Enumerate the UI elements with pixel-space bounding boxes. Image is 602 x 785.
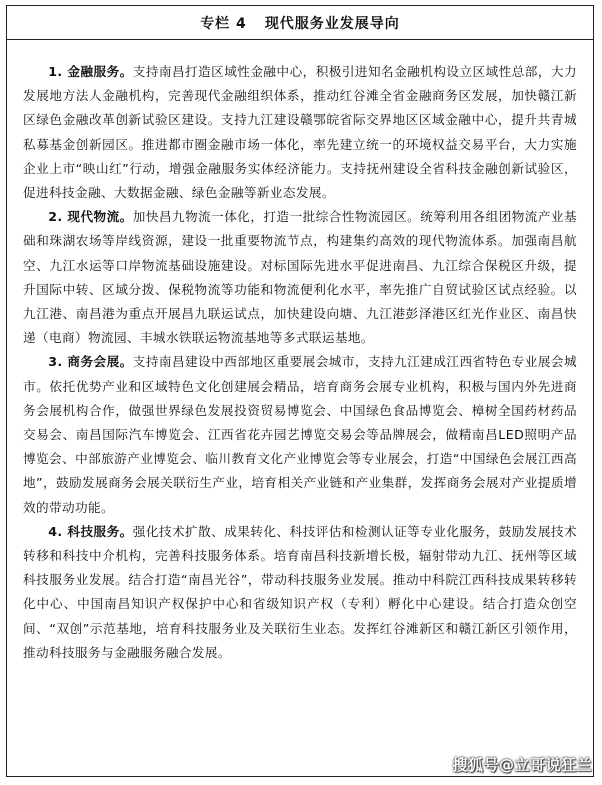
section-heading: 4. 科技服务。 (48, 523, 133, 539)
box-label: 专栏 4 (200, 15, 247, 32)
section-tech-services (23, 520, 577, 665)
section-text: 支持南昌打造区域性金融中心，积极引进知名金融机构设立区域性总部，大力发展地方法人金融机构，完善现代金融组织体系，推动红谷滩全省金融商务区发展，加快赣江新区绿色金融改革创新试验区建设。支持九江建设赣鄂皖省际交界地区区域金融中心，提升共青城私募基金创新园区。推进都市圈金融市场一体化，率先建立统一的环境权益交易平台，大力实施企业上市“映山红”行动，增强金融服务实体经济能力。支持抚州建设全省科技金融创新试验区，促进科技金融、大数据金融、绿色金融等新业态发展。 (23, 64, 577, 201)
section-heading: 2. 现代物流。 (48, 209, 133, 225)
section-finance (23, 60, 577, 205)
section-text: 强化技术扩散、成果转化、科技评估和检测认证等专业化服务，鼓励发展技术转移和科技中介机构，完善科技服务体系。培育南昌科技新增长极，辐射带动九江、抚州等区域科技服务业发展。结合打造“南昌光谷”，带动科技服务业发展。推动中科院江西科技成果转移转化中心、中国南昌知识产权保护中心和省级知识产权（专利）孵化中心建设。结合打造众创空间、“双创”示范基地，培育科技服务业及关联衍生业态。发挥红谷滩新区和赣江新区引领作用，推动科技服务与金融服务融合发展。 (23, 523, 577, 660)
section-heading: 1. 金融服务。 (48, 64, 133, 79)
box-content (7, 40, 593, 665)
section-logistics (23, 205, 577, 350)
box-title: 现代服务业发展导向 (264, 15, 400, 32)
section-exhibition (23, 350, 577, 519)
watermark: 搜狐号@立哥说狂兰 (452, 756, 592, 774)
section-heading: 3. 商务会展。 (48, 354, 133, 370)
column-box (6, 5, 594, 777)
box-title-row (7, 6, 593, 40)
section-text: 支持南昌建设中西部地区重要展会城市，支持九江建成江西省特色专业展会城市。依托优势产业和区域特色文化创建展会精品，培育商务会展专业机构，积极与国内外先进商务会展机构合作，做强世界绿色发展投资贸易博览会、中国绿色食品博览会、樟树全国药材药品交易会、南昌国际汽车博览会、江西省花卉园艺博览交易会等品牌展会，做精南昌LED照明产品博览会、中部旅游产业博览会、临川教育文化产业博览会等专业展会，打造“中国绿色会展江西高地”，鼓励发展商务会展关联衍生产业，培育相关产业链和产业集群，发挥商务会展对产业提质增效的带动功能。 (23, 354, 577, 515)
section-text: 加快昌九物流一体化，打造一批综合性物流园区。统筹利用各组团物流产业基础和珠湖农场等岸线资源，建设一批重要物流节点，构建集约高效的现代物流体系。加强南昌航空、九江水运等口岸物流基础设施建设。对标国际先进水平促进南昌、九江综合保税区升级，提升国际中转、区域分拨、保税物流等功能和物流便利化水平，率先推广自贸试验区试点经验。以九江港、南昌港为重点开展昌九联运试点，加快建设向塘、九江港彭泽港区红光作业区、南昌快递（电商）物流园、丰城水铁联运物流基地等多式联运基地。 (23, 209, 577, 346)
